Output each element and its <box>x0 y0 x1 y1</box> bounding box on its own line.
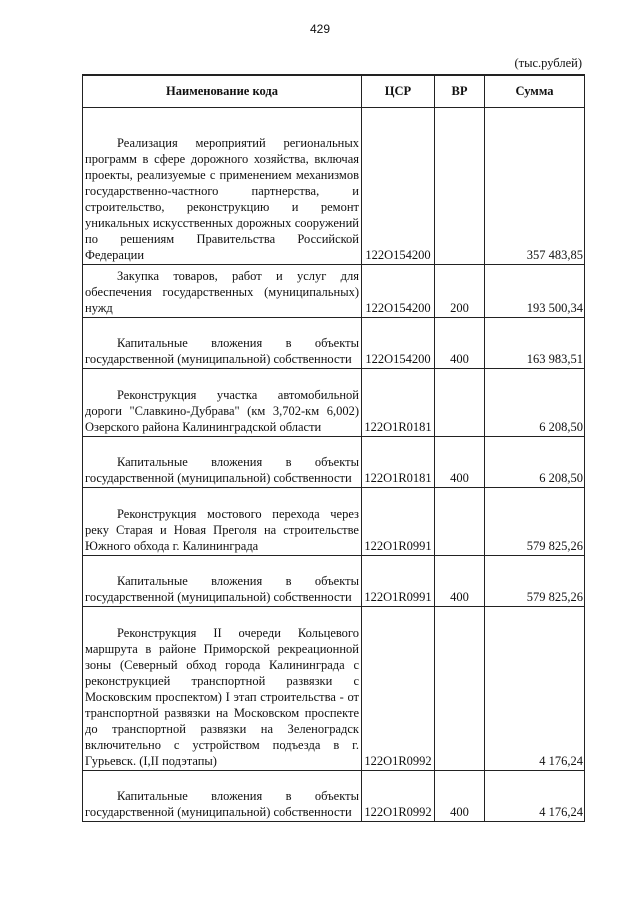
row-name: Реализация мероприятий региональных программ в сфере дорожного хозяйства, включая проекты, реализуемые с применением механизмов государственно-частного партнерства, и строительство, реконструкцию и ремонт уникальных искусственных дорожных сооружений по решениям Правительства Российской Федерации <box>83 122 362 264</box>
row-name: Капитальные вложения в объекты государственной (муниципальной) собственности <box>83 570 362 607</box>
row-vr <box>435 383 485 436</box>
table-row <box>83 383 585 436</box>
table-row <box>83 451 585 488</box>
row-sum: 6 208,50 <box>485 451 585 488</box>
row-csr: 122O1R0181 <box>362 383 435 436</box>
row-sum: 163 983,51 <box>485 332 585 369</box>
row-sum: 193 500,34 <box>485 264 585 317</box>
budget-table <box>82 74 585 822</box>
row-vr: 400 <box>435 451 485 488</box>
row-name: Капитальные вложения в объекты государственной (муниципальной) собственности <box>83 332 362 369</box>
table-row <box>83 122 585 264</box>
row-name: Реконструкция II очереди Кольцевого маршрута в районе Приморской рекреационной зоны (Северный обход города Калининграда с реконструкцией транспортной развязки с Московским проспектом) I этап строительства - от транспортной развязки на Московском проспекте до транспортной развязки на Зеленоградск включительно с устройством подъезда в г. Гурьевск. (I,II подэтапы) <box>83 621 362 770</box>
row-vr: 400 <box>435 570 485 607</box>
row-csr: 122O154200 <box>362 264 435 317</box>
row-sum: 4 176,24 <box>485 621 585 770</box>
row-csr: 122O1R0991 <box>362 570 435 607</box>
table-row <box>83 264 585 317</box>
header-csr: ЦСР <box>362 75 435 108</box>
row-csr: 122O1R0991 <box>362 502 435 555</box>
row-name: Капитальные вложения в объекты государственной (муниципальной) собственности <box>83 785 362 822</box>
table-row <box>83 785 585 822</box>
row-sum: 6 208,50 <box>485 383 585 436</box>
row-sum: 4 176,24 <box>485 785 585 822</box>
row-vr <box>435 621 485 770</box>
table-header-row <box>83 75 585 108</box>
row-csr: 122O154200 <box>362 332 435 369</box>
row-name: Капитальные вложения в объекты государственной (муниципальной) собственности <box>83 451 362 488</box>
row-sum: 357 483,85 <box>485 122 585 264</box>
units-label: (тыс.рублей) <box>514 56 582 70</box>
table-row <box>83 621 585 770</box>
table-row <box>83 332 585 369</box>
row-sum: 579 825,26 <box>485 570 585 607</box>
table-row <box>83 570 585 607</box>
row-vr: 400 <box>435 785 485 822</box>
row-csr: 122O1R0181 <box>362 451 435 488</box>
row-name: Реконструкция участка автомобильной дороги "Славкино-Дубрава" (км 3,702-км 6,002) Озерского района Калининградской области <box>83 383 362 436</box>
row-csr: 122O1R0992 <box>362 621 435 770</box>
row-vr: 200 <box>435 264 485 317</box>
row-vr <box>435 502 485 555</box>
row-sum: 579 825,26 <box>485 502 585 555</box>
header-vr: ВР <box>435 75 485 108</box>
header-sum: Сумма <box>485 75 585 108</box>
row-csr: 122O1R0992 <box>362 785 435 822</box>
row-csr: 122O154200 <box>362 122 435 264</box>
row-name: Реконструкция мостового перехода через реку Старая и Новая Преголя на строительстве Южного обхода г. Калининграда <box>83 502 362 555</box>
header-name: Наименование кода <box>83 75 362 108</box>
row-vr <box>435 122 485 264</box>
row-vr: 400 <box>435 332 485 369</box>
page-number: 429 <box>309 22 331 36</box>
row-name: Закупка товаров, работ и услуг для обеспечения государственных (муниципальных) нужд <box>83 264 362 317</box>
table-row <box>83 502 585 555</box>
